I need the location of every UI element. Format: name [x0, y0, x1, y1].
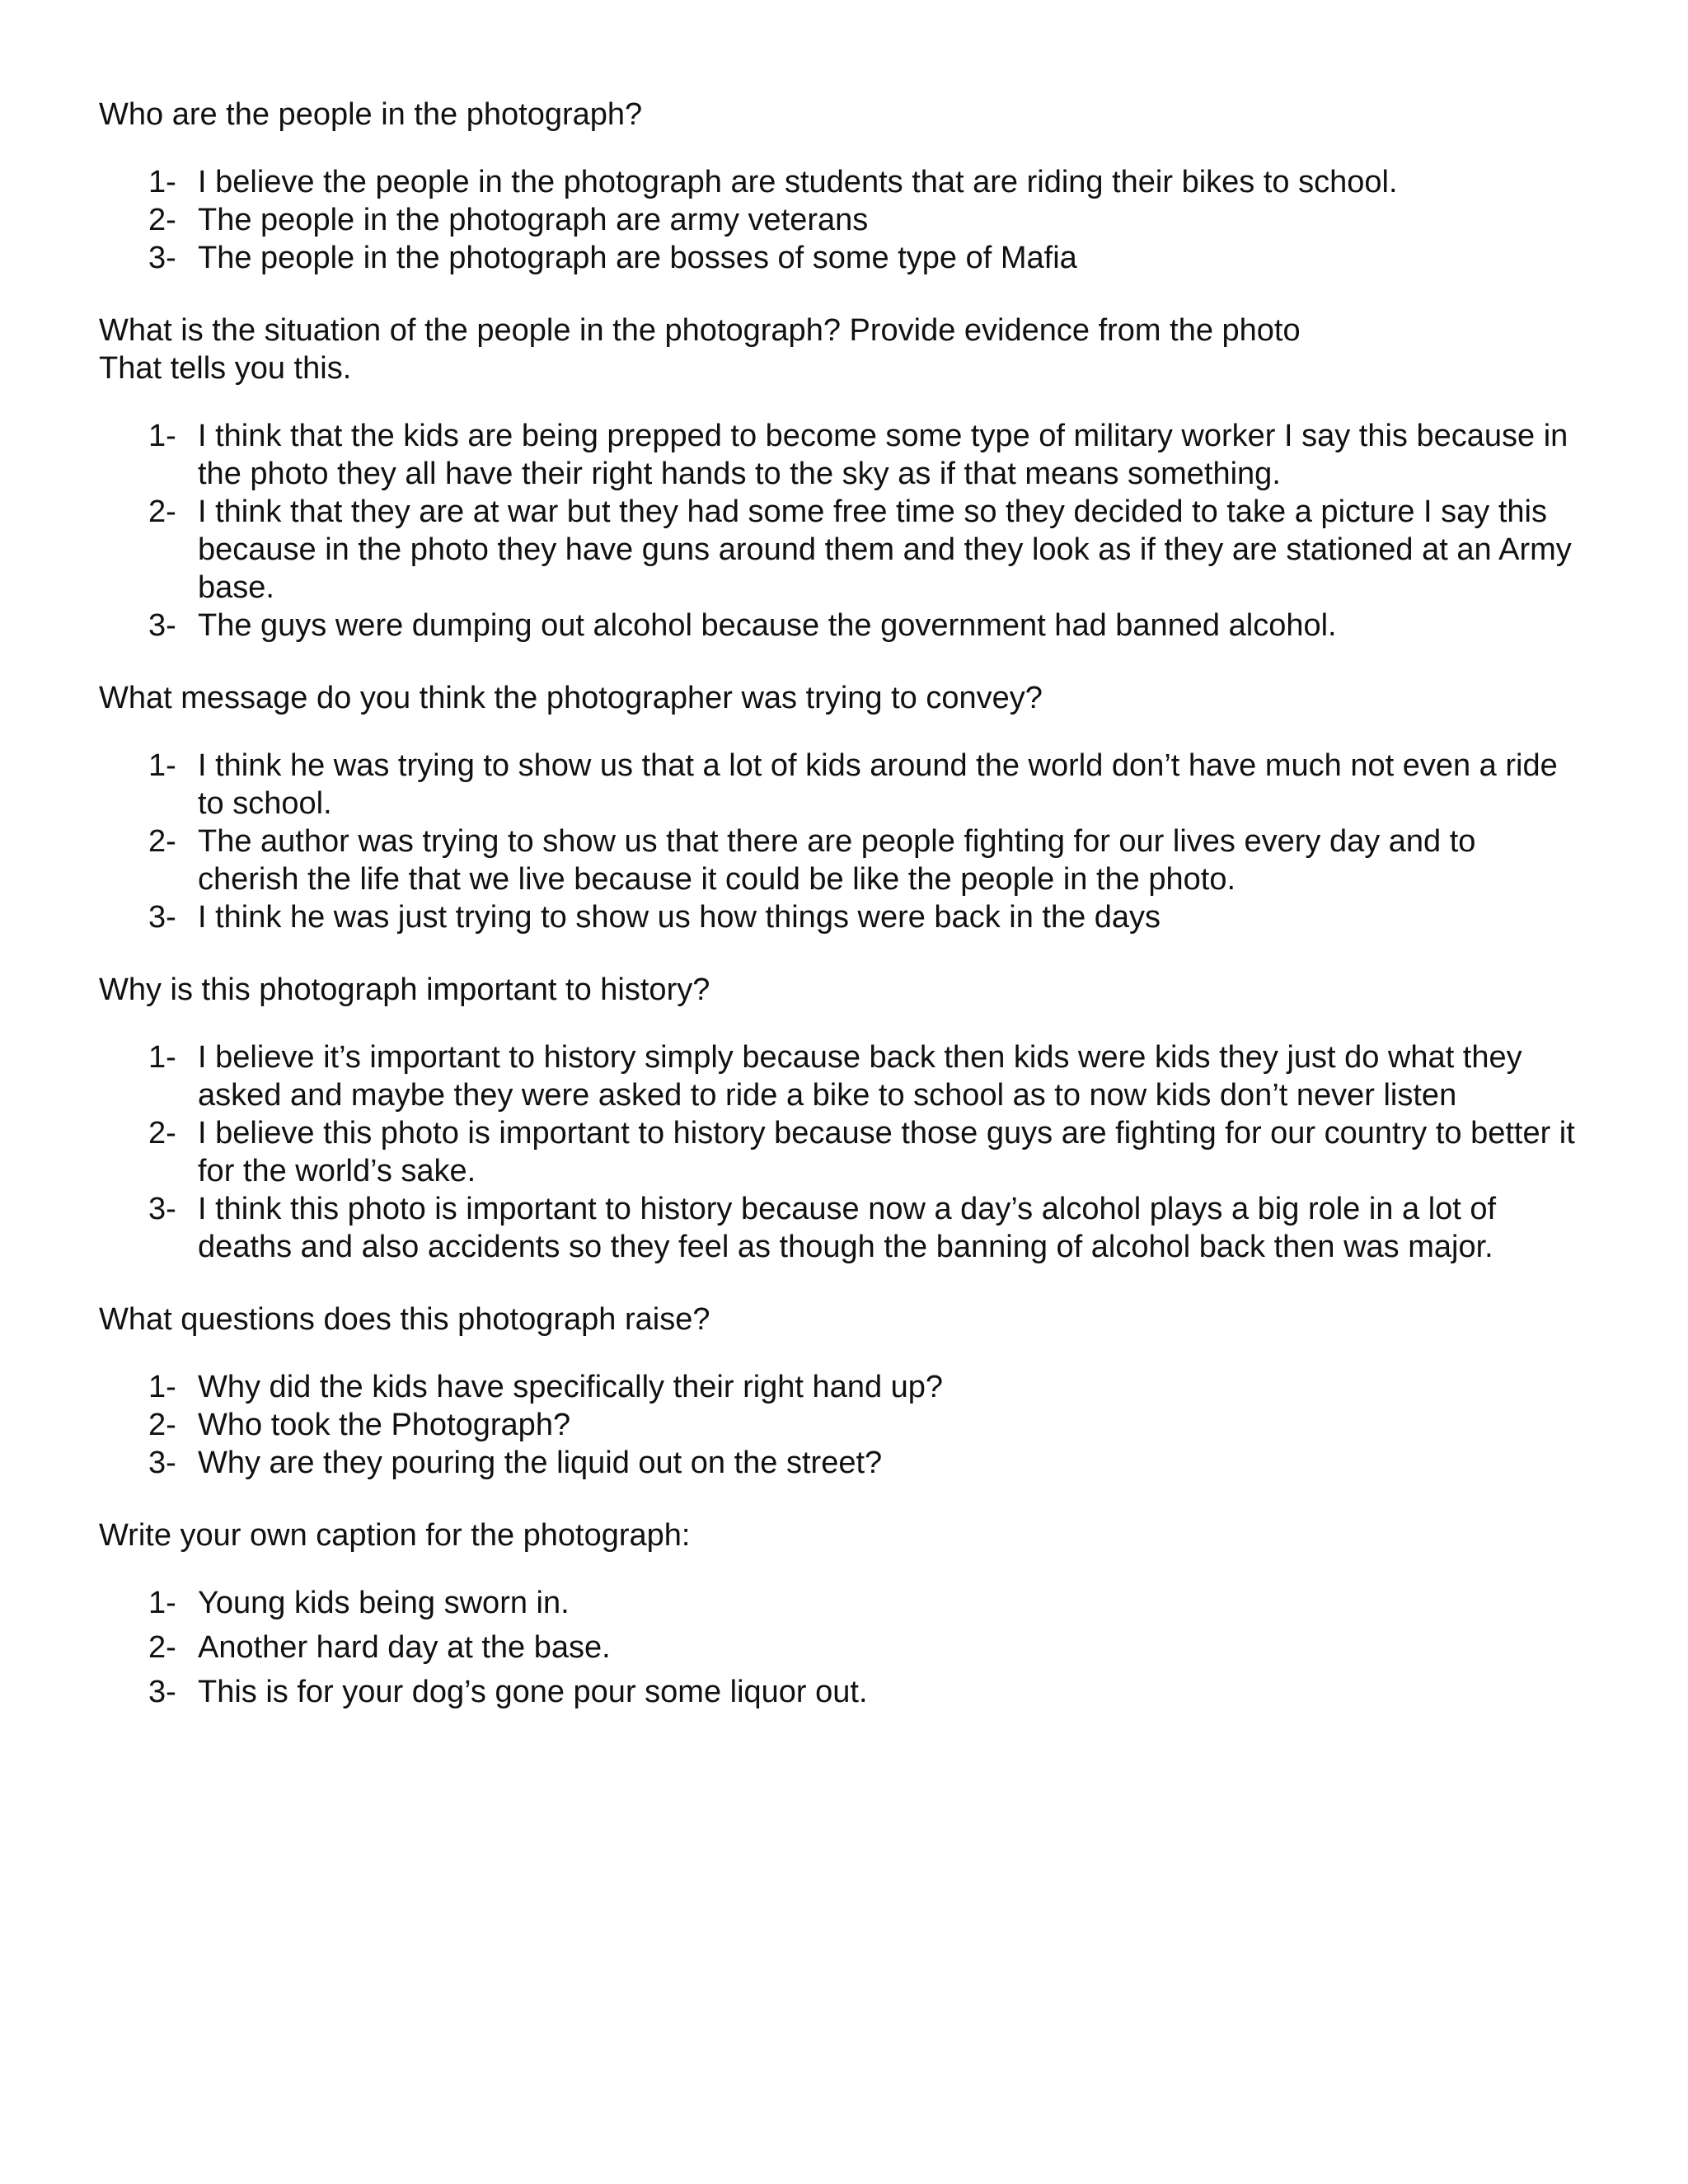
section-situation [99, 312, 1582, 644]
answer-number: 3- [148, 1675, 176, 1709]
answer-number: 1- [148, 748, 176, 783]
answer-item [99, 1629, 1582, 1666]
answer-text: I think he was just trying to show us how things were back in the days [198, 900, 1161, 935]
answer-text: Why are they pouring the liquid out on the street? [198, 1446, 883, 1480]
section-message [99, 679, 1582, 936]
section-caption [99, 1516, 1582, 1711]
question-heading [99, 312, 1582, 387]
question-line: That tells you this. [99, 351, 352, 386]
answer-list [99, 747, 1582, 936]
question-heading: What questions does this photograph raise? [99, 1302, 710, 1337]
answer-text: I think he was trying to show us that a lot of kids around the world don’t have much not even a ride to school. [198, 748, 1558, 821]
answer-text: I think this photo is important to history because now a day’s alcohol plays a big role in a lot of deaths and also accidents so they feel as though the banning of alcohol back then was major. [198, 1192, 1497, 1264]
answer-item [99, 1038, 1582, 1114]
answer-number: 3- [148, 900, 176, 935]
answer-item [99, 1190, 1582, 1266]
answer-item [99, 898, 1582, 936]
answer-text: I believe the people in the photograph are students that are riding their bikes to school. [198, 165, 1398, 199]
answer-item [99, 417, 1582, 493]
answer-item [99, 239, 1582, 277]
section-history [99, 971, 1582, 1266]
answer-number: 3- [148, 608, 176, 643]
document-page [99, 96, 1582, 1746]
question-line: What is the situation of the people in the photograph? Provide evidence from the photo [99, 313, 1301, 348]
answer-number: 1- [148, 1586, 176, 1620]
question-heading: Who are the people in the photograph? [99, 97, 643, 132]
answer-number: 2- [148, 494, 176, 529]
answer-list [99, 1038, 1582, 1266]
section-questions [99, 1301, 1582, 1482]
answer-number: 2- [148, 1630, 176, 1665]
answer-item [99, 493, 1582, 607]
answer-item [99, 823, 1582, 898]
answer-text: I think that they are at war but they had some free time so they decided to take a picture I say this because in the photo they have guns around them and they look as if they are stationed at an Army base. [198, 494, 1572, 605]
answer-text: The people in the photograph are army veterans [198, 203, 869, 237]
answer-text: This is for your dog’s gone pour some liquor out. [198, 1675, 868, 1709]
answer-list [99, 1584, 1582, 1711]
question-heading: What message do you think the photographer was trying to convey? [99, 681, 1043, 715]
answer-text: The guys were dumping out alcohol because the government had banned alcohol. [198, 608, 1337, 643]
answer-number: 2- [148, 1116, 176, 1151]
answer-text: I believe it’s important to history simply because back then kids were kids they just do what they asked and maybe they were asked to ride a bike to school as to now kids don’t never listen [198, 1040, 1522, 1113]
answer-number: 3- [148, 241, 176, 275]
answer-text: I think that the kids are being prepped to become some type of military worker I say this because in the photo they all have their right hands to the sky as if that means something. [198, 419, 1568, 491]
answer-item [99, 1444, 1582, 1482]
answer-number: 3- [148, 1446, 176, 1480]
answer-item [99, 607, 1582, 644]
answer-item [99, 1673, 1582, 1711]
answer-item [99, 1584, 1582, 1622]
answer-number: 3- [148, 1192, 176, 1226]
answer-text: Why did the kids have specifically their right hand up? [198, 1370, 944, 1404]
answer-number: 2- [148, 203, 176, 237]
answer-list [99, 417, 1582, 644]
answer-list [99, 1368, 1582, 1482]
section-people [99, 96, 1582, 277]
answer-list [99, 163, 1582, 277]
answer-item [99, 1114, 1582, 1190]
answer-item [99, 201, 1582, 239]
question-heading: Why is this photograph important to history? [99, 972, 710, 1007]
answer-item [99, 1406, 1582, 1444]
answer-number: 1- [148, 419, 176, 453]
answer-number: 2- [148, 1408, 176, 1442]
answer-item [99, 747, 1582, 823]
answer-item [99, 163, 1582, 201]
answer-text: Young kids being sworn in. [198, 1586, 570, 1620]
answer-text: The author was trying to show us that there are people fighting for our lives every day and to cherish the life that we live because it could be like the people in the photo. [198, 824, 1476, 897]
answer-number: 1- [148, 1040, 176, 1075]
answer-text: The people in the photograph are bosses of some type of Mafia [198, 241, 1077, 275]
answer-item [99, 1368, 1582, 1406]
answer-number: 2- [148, 824, 176, 859]
answer-text: I believe this photo is important to history because those guys are fighting for our country to better it for the world’s sake. [198, 1116, 1575, 1188]
answer-number: 1- [148, 165, 176, 199]
answer-text: Who took the Photograph? [198, 1408, 571, 1442]
question-heading: Write your own caption for the photograph: [99, 1518, 691, 1553]
answer-text: Another hard day at the base. [198, 1630, 611, 1665]
answer-number: 1- [148, 1370, 176, 1404]
